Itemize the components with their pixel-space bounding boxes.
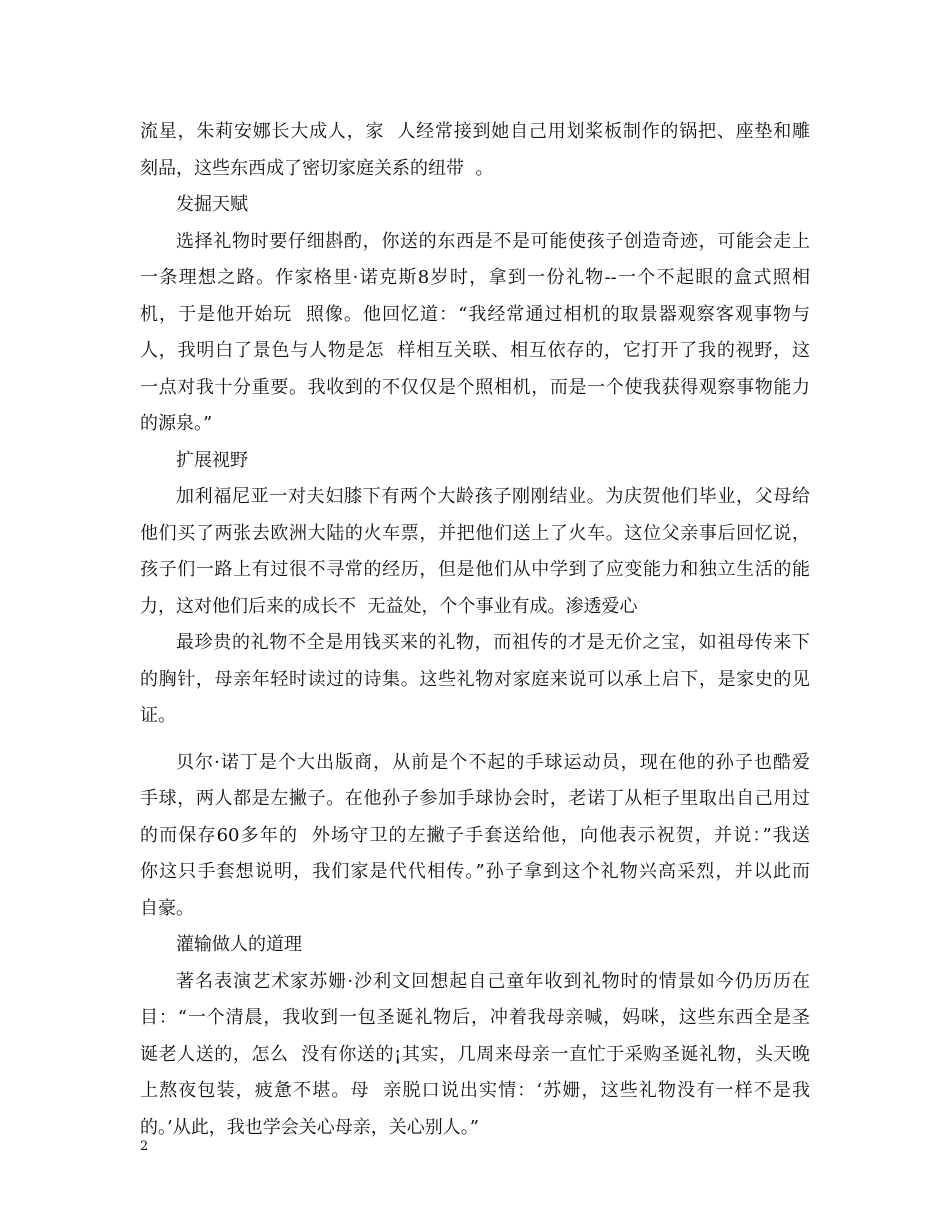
text-line: 贝尔·诺丁是个大出版商，从前是个不起的手球运动员，现在他的孙子也酷爱 <box>176 751 810 773</box>
text-line: 的胸针，母亲年轻时读过的诗集。这些礼物对家庭来说可以承上启下，是家史的见 <box>140 668 810 690</box>
text-line: 上熬夜包装，疲惫不堪。母 亲脱口说出实情：‘苏姗，这些礼物没有一样不是我 <box>140 1080 810 1101</box>
text-line: 人，我明白了景色与人物是怎 样相互关联、相互依存的，它打开了我的视野，这 <box>140 340 810 361</box>
text-line: 的而保存60多年的 外场守卫的左撇子手套送给他，向他表示祝贺，并说：”我送 <box>140 824 810 846</box>
text-line: 孩子们一路上有过很不寻常的经历，但是他们从中学到了应变能力和独立生活的能 <box>140 559 810 580</box>
text-line: 选择礼物时要仔细斟酌，你送的东西是不是可能使孩子创造奇迹，可能会走上 <box>176 230 810 252</box>
text-line: 最珍贵的礼物不全是用钱买来的礼物，而祖传的才是无价之宝，如祖母传来下 <box>176 632 810 653</box>
text-line: 你这只手套想说明，我们家是代代相传。”孙子拿到这个礼物兴高采烈，并以此而 <box>140 861 810 882</box>
text-line: 他们买了两张去欧洲大陆的火车票，并把他们送上了火车。这位父亲事后回忆说， <box>140 522 810 544</box>
text-line: 加利福尼亚一对夫妇膝下有两个大龄孩子刚刚结业。为庆贺他们毕业，父母给 <box>176 486 810 507</box>
text-line: 手球，两人都是左撇子。在他孙子参加手球协会时，老诺丁从柜子里取出自己用过 <box>140 788 810 809</box>
text-line: 一点对我十分重要。我收到的不仅仅是个照相机，而是一个使我获得观察事物能力 <box>140 376 810 398</box>
text-line: 灌输做人的道理 <box>176 934 302 955</box>
text-line: 著名表演艺术家苏姗·沙利文回想起自己童年收到礼物时的情景如今仍历历在 <box>176 970 810 992</box>
text-line: 的源泉。” <box>140 413 213 434</box>
body-text <box>140 114 810 1146</box>
text-line: 一条理想之路。作家格里·诺克斯8岁时，拿到一份礼物--一个不起眼的盒式照相 <box>140 267 810 288</box>
text-line: 诞老人送的，怎么 没有你送的¡其实，几周来母亲一直忙于采购圣诞礼物，头天晚 <box>140 1043 810 1065</box>
text-line: 力，这对他们后来的成长不 无益处，个个事业有成。渗透爱心 <box>140 595 638 617</box>
text-line: 证。 <box>140 705 176 726</box>
text-line: 机，于是他开始玩 照像。他回忆道：“我经常通过相机的取景器观察客观事物与 <box>140 303 810 325</box>
page-number: 2 <box>140 1139 149 1154</box>
text-line: 自豪。 <box>140 897 194 919</box>
text-line: 扩展视野 <box>176 449 248 471</box>
text-line: 发掘天赋 <box>176 194 248 215</box>
text-line: 的。’从此，我也学会关心母亲，关心别人。” <box>140 1116 479 1138</box>
text-line: 流星，朱莉安娜长大成人，家 人经常接到她自己用划桨板制作的锅把、座垫和雕 <box>140 121 810 142</box>
text-line: 刻品，这些东西成了密切家庭关系的纽带 。 <box>140 157 494 179</box>
text-line: 目：“一个清晨，我收到一包圣诞礼物后，冲着我母亲喊，妈咪，这些东西全是圣 <box>140 1007 810 1028</box>
